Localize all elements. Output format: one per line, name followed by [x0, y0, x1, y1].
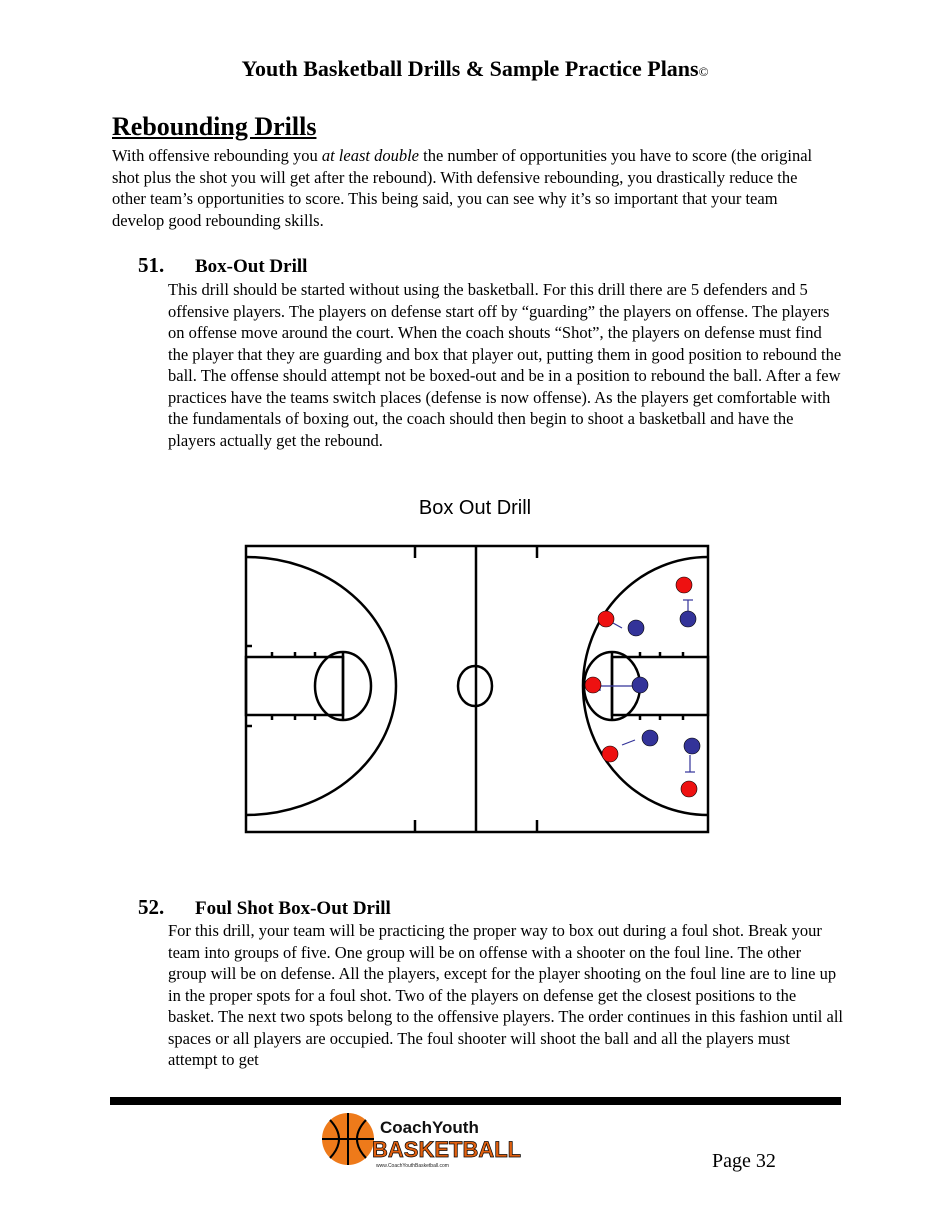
drill-52-heading — [138, 895, 391, 920]
defense-players — [628, 611, 700, 754]
drill-51-body: This drill should be started without using the basketball. For this drill there are 5 defenders and 5 offensive players. The players on defense start off by “guarding” the players on offense. The players on offense move around the court. When the coach shouts “Shot”, the players on defense must find the player that they are guarding and box that player out, putting them in good position to rebound the ball. The offense should attempt not be boxed-out and be in a position to rebound the ball. After a few practices have the teams switch places (defense is now offense). As the players get comfortable with the fundamentals of boxing out, the coach should then begin to shoot a basketball and have the players actually get the rebound. — [168, 280, 842, 450]
defense-player — [632, 677, 648, 693]
logo-url: www.CoachYouthBasketball.com — [376, 1163, 449, 1169]
offense-player — [585, 677, 601, 693]
coach-youth-basketball-logo — [318, 1103, 522, 1173]
defense-player — [628, 620, 644, 636]
court-ticks — [246, 546, 683, 832]
left-three-point-arc — [246, 557, 396, 815]
basketball-court-diagram — [240, 540, 715, 840]
diagram-title: Box Out Drill — [418, 497, 532, 519]
intro-text-b: the number of opportunities you have to score (the original shot plus the shot you will get after the rebound). With defensive rebounding, you drastically reduce the other team’s opportunities to score. This being said, you can see why it’s so important that your team develop good rebounding skills. — [112, 146, 813, 230]
logo-line1: CoachYouth — [380, 1118, 479, 1137]
offense-player — [602, 746, 618, 762]
defense-player — [680, 611, 696, 627]
section-title: Rebounding Drills — [112, 112, 317, 141]
page-header — [0, 56, 950, 82]
copyright-symbol: © — [698, 64, 709, 79]
offense-player — [681, 781, 697, 797]
intro-text-a: With offensive rebounding you — [112, 146, 322, 165]
defense-player — [642, 730, 658, 746]
drill-51-heading — [138, 253, 307, 278]
page-number: Page 32 — [712, 1150, 776, 1172]
intro-emphasis: at least double — [321, 146, 419, 165]
drill-number: 51. — [138, 253, 165, 277]
drill-title: Foul Shot Box-Out Drill — [195, 898, 391, 919]
drill-number: 52. — [138, 895, 165, 919]
logo-line2: BASKETBALL — [372, 1137, 522, 1162]
defense-player — [684, 738, 700, 754]
drill-title: Box-Out Drill — [195, 256, 308, 277]
offense-player — [598, 611, 614, 627]
left-key — [246, 657, 343, 715]
header-title: Youth Basketball Drills & Sample Practice Plans — [241, 56, 699, 81]
offense-player — [676, 577, 692, 593]
intro-paragraph — [112, 145, 832, 231]
drill-52-body: For this drill, your team will be practicing the proper way to box out during a foul shot. Break your team into groups of five. One group will be on offense with a shooter on the foul line. The other group will be on defense. All the players, except for the player shooting on the foul line are to line up in the proper spots for a foul shot. Two of the players on defense get the closest positions to the basket. The next two spots belong to the offensive players. The order continues in this fashion until all spaces or all players are occupied. The foul shooter will shoot the ball and all the players must attempt to get — [168, 921, 844, 1069]
